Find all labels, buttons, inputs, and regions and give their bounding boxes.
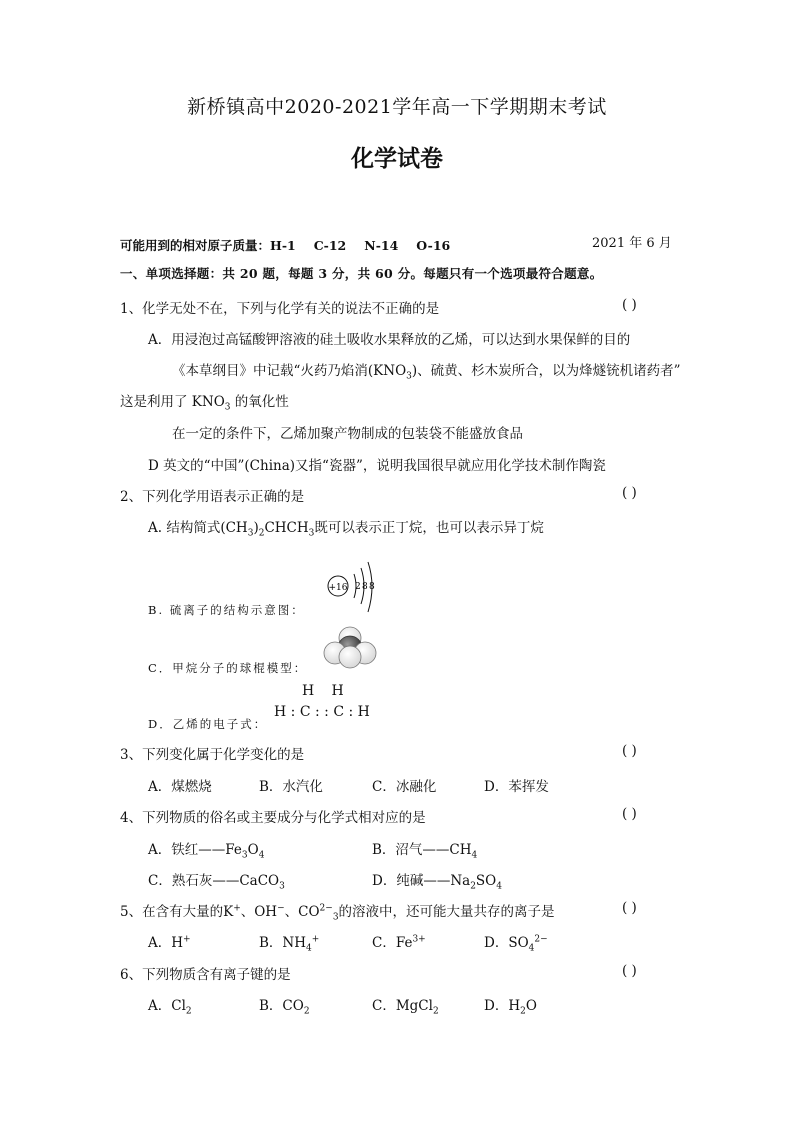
question-4-option-d: [372, 869, 502, 892]
nucleus-charge: +16: [328, 583, 348, 593]
subscript: 4: [496, 881, 502, 892]
atomic-mass-item: C-12: [313, 238, 347, 253]
subscript: 3: [406, 371, 412, 382]
question-1-option-d: D 英文的“中国”(China)又指“瓷器”，说明我国很早就应用化学技术制作陶瓷: [148, 458, 606, 474]
superscript: 2−: [534, 934, 548, 945]
subscript: 3: [332, 912, 339, 923]
ethylene-formula-main: H : C : : C : H: [274, 704, 370, 720]
text: SO: [475, 873, 497, 889]
text: 、CO: [284, 904, 320, 920]
text: 既可以表示正丁烷，也可以表示异丁烷: [314, 520, 544, 536]
subscript: 3: [224, 402, 231, 413]
question-1-option-a: A．用浸泡过高锰酸钾溶液的硅土吸收水果释放的乙烯，可以达到水果保鲜的目的: [148, 332, 631, 348]
answer-bracket: ( ): [622, 743, 637, 759]
superscript: +: [183, 934, 191, 945]
superscript: 2−: [319, 903, 333, 914]
question-3-option-b: B．水汽化: [259, 779, 323, 795]
question-4-option-c: [148, 869, 285, 892]
question-4-option-a: [148, 838, 264, 861]
text: D．SO: [484, 935, 529, 951]
text: O: [247, 842, 259, 858]
text: 5、在含有大量的K: [120, 904, 234, 920]
answer-bracket: ( ): [622, 900, 637, 916]
superscript: −: [277, 903, 285, 914]
text: 、OH: [240, 904, 278, 920]
answer-bracket: ( ): [622, 806, 637, 822]
text: A．铁红——Fe: [148, 842, 242, 858]
text: D．纯碱——Na: [372, 873, 471, 889]
shell-electron-count: 2: [355, 582, 361, 592]
question-2-option-c: C．甲烷分子的球棍模型：: [148, 661, 308, 675]
question-3-option-a: A．煤燃烧: [148, 779, 212, 795]
atomic-masses-label: 可能用到的相对原子质量：: [120, 238, 271, 253]
section-heading: 一、单项选择题：共 20 题，每题 3 分，共 60 分。每题只有一个选项最符合题意。: [120, 266, 603, 281]
text: C．MgCl: [372, 998, 433, 1014]
question-2-option-d: D．乙烯的电子式：: [148, 717, 268, 731]
question-5-option-d: [484, 931, 548, 954]
atomic-mass-item: O-16: [416, 238, 451, 253]
question-5-option-b: [259, 931, 319, 954]
subscript: 4: [471, 850, 478, 861]
text: ): [253, 520, 259, 536]
subscript: 2: [303, 1006, 310, 1017]
subscript: 3: [247, 528, 254, 539]
question-3-option-d: D．苯挥发: [484, 779, 549, 795]
shell-electron-count: 8: [362, 582, 368, 592]
question-6-stem: 6、下列物质含有离子键的是: [120, 967, 291, 983]
subscript: 4: [528, 943, 535, 954]
question-5-option-c: [372, 931, 426, 951]
atomic-masses: [120, 236, 468, 254]
question-3-option-c: C．冰融化: [372, 779, 437, 795]
text: O: [525, 998, 537, 1014]
superscript: 3+: [412, 934, 426, 945]
subscript: 2: [432, 1006, 439, 1017]
text: B．CO: [259, 998, 304, 1014]
text: D．H: [484, 998, 521, 1014]
question-4-option-b: [372, 838, 477, 861]
question-2-option-a: [148, 516, 544, 539]
shell-electron-count: 8: [369, 582, 375, 592]
text: 的氧化性: [230, 394, 289, 410]
question-1-option-b: [172, 359, 681, 382]
sulfide-ion-structure-diagram: [322, 560, 386, 618]
superscript: +: [233, 903, 241, 914]
atomic-mass-item: N-14: [364, 238, 399, 253]
text: B．沼气——CH: [372, 842, 472, 858]
exam-subtitle: 化学试卷: [351, 145, 443, 172]
question-2-stem: 2、下列化学用语表示正确的是: [120, 489, 305, 505]
question-1-option-b-cont: [120, 390, 289, 413]
subscript: 2: [258, 528, 265, 539]
question-2-option-b: B. 硫离子的结构示意图：: [148, 603, 305, 617]
question-6-option-b: [259, 994, 310, 1017]
atomic-mass-item: H-1: [270, 238, 296, 253]
exam-title: 新桥镇高中2020-2021学年高一下学期期末考试: [187, 96, 607, 118]
text: C．Fe: [372, 935, 413, 951]
question-6-option-c: [372, 994, 439, 1017]
text: A．Cl: [148, 998, 186, 1014]
answer-bracket: ( ): [622, 963, 637, 979]
answer-bracket: ( ): [622, 297, 637, 313]
text: 的溶液中，还可能大量共存的离子是: [338, 904, 555, 920]
subscript: 2: [470, 881, 476, 892]
subscript: 3: [279, 881, 285, 892]
exam-date: 2021 年 6 月: [592, 236, 672, 251]
ethylene-formula-top: H H: [302, 683, 345, 699]
question-6-option-d: [484, 994, 537, 1017]
methane-ball-stick-model: [320, 622, 380, 672]
question-5-stem: [120, 900, 555, 923]
hydrogen-atom: [339, 646, 361, 668]
subscript: 3: [308, 528, 315, 539]
question-3-stem: 3、下列变化属于化学变化的是: [120, 747, 305, 763]
text: B．NH: [259, 935, 307, 951]
text: A. 结构简式(CH: [148, 520, 248, 536]
question-1-stem: 1、化学无处不在，下列与化学有关的说法不正确的是: [120, 301, 440, 317]
subscript: 4: [258, 850, 265, 861]
text: )、硫黄、杉木炭所合，以为烽燧铳机诸药者”: [411, 363, 681, 379]
text: 这是利用了 KNO: [120, 394, 225, 410]
subscript: 2: [185, 1006, 192, 1017]
text: 《本草纲目》中记载“火药乃焰消(KNO: [172, 363, 407, 379]
text: A．H: [148, 935, 184, 951]
subscript: 4: [306, 943, 312, 954]
question-5-option-a: [148, 931, 191, 951]
answer-bracket: ( ): [622, 485, 637, 501]
subscript: 2: [520, 1006, 526, 1017]
question-6-option-a: [148, 994, 192, 1017]
question-4-stem: 4、下列物质的俗名或主要成分与化学式相对应的是: [120, 810, 426, 826]
text: CHCH: [264, 520, 309, 536]
superscript: +: [311, 934, 320, 945]
question-1-option-c: 在一定的条件下，乙烯加聚产物制成的包装袋不能盛放食品: [172, 426, 523, 442]
text: C．熟石灰——CaCO: [148, 873, 280, 889]
subscript: 3: [241, 850, 248, 861]
